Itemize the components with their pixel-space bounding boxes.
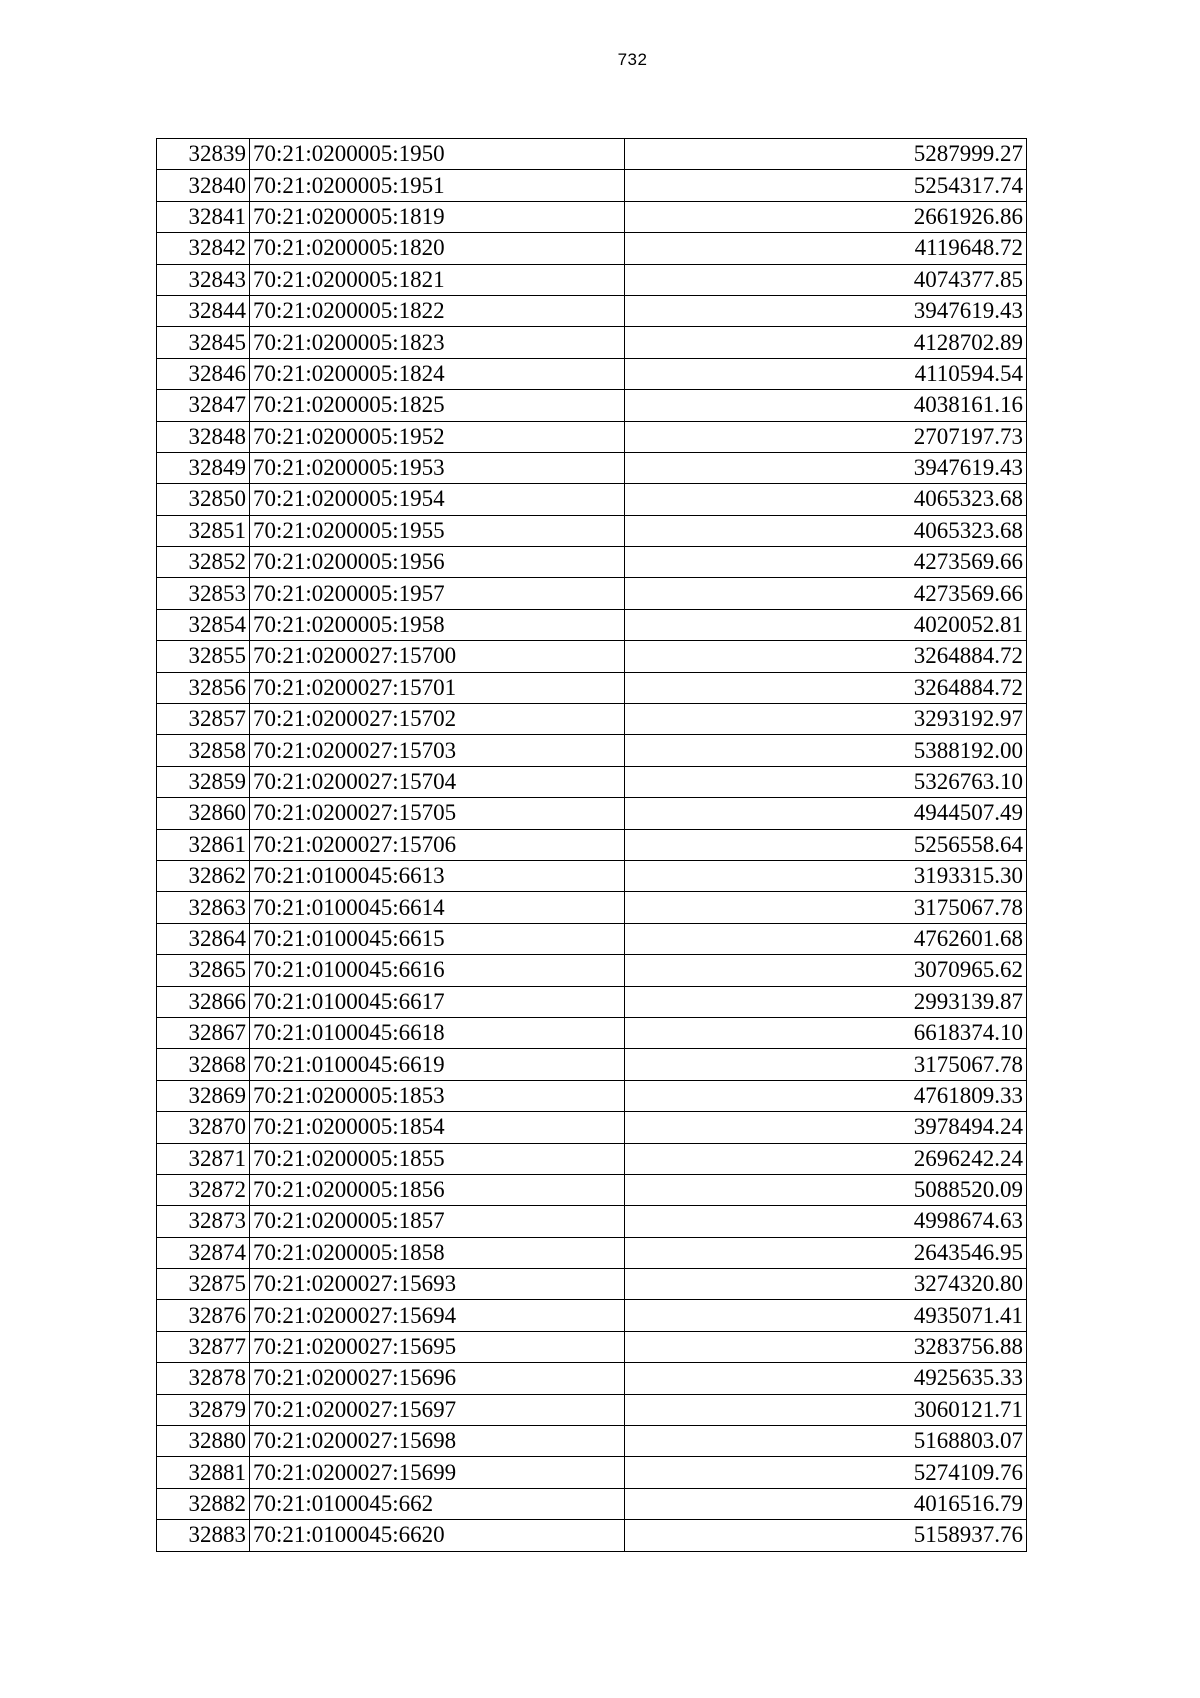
table-row <box>157 578 1027 609</box>
cadastral-value-cell: 4273569.66 <box>625 578 1027 609</box>
row-number-cell: 32880 <box>157 1426 250 1457</box>
cadastral-number-cell: 70:21:0200027:15702 <box>250 704 625 735</box>
row-number-cell: 32858 <box>157 735 250 766</box>
cadastral-value-cell: 4925635.33 <box>625 1363 1027 1394</box>
cadastral-value-cell: 5256558.64 <box>625 829 1027 860</box>
row-number-cell: 32861 <box>157 829 250 860</box>
cadastral-value-cell: 2707197.73 <box>625 421 1027 452</box>
row-number-cell: 32844 <box>157 295 250 326</box>
cadastral-value-cell: 2643546.95 <box>625 1237 1027 1268</box>
row-number-cell: 32865 <box>157 955 250 986</box>
cadastral-value-cell: 5254317.74 <box>625 170 1027 201</box>
cadastral-number-cell: 70:21:0200005:1856 <box>250 1174 625 1205</box>
table-row <box>157 484 1027 515</box>
cadastral-number-cell: 70:21:0100045:6616 <box>250 955 625 986</box>
table-row <box>157 264 1027 295</box>
row-number-cell: 32876 <box>157 1300 250 1331</box>
cadastral-number-cell: 70:21:0200027:15703 <box>250 735 625 766</box>
table-row <box>157 170 1027 201</box>
cadastral-value-cell: 4016516.79 <box>625 1488 1027 1519</box>
cadastral-number-cell: 70:21:0200027:15706 <box>250 829 625 860</box>
table-row <box>157 735 1027 766</box>
cadastral-value-cell: 5168803.07 <box>625 1426 1027 1457</box>
cadastral-number-cell: 70:21:0200005:1955 <box>250 515 625 546</box>
cadastral-number-cell: 70:21:0200027:15693 <box>250 1269 625 1300</box>
cadastral-value-cell: 3175067.78 <box>625 1049 1027 1080</box>
cadastral-value-cell: 6618374.10 <box>625 1017 1027 1048</box>
cadastral-value-cell: 4020052.81 <box>625 609 1027 640</box>
row-number-cell: 32870 <box>157 1112 250 1143</box>
cadastral-number-cell: 70:21:0200005:1853 <box>250 1080 625 1111</box>
table-row <box>157 1426 1027 1457</box>
cadastral-value-cell: 4944507.49 <box>625 798 1027 829</box>
row-number-cell: 32842 <box>157 233 250 264</box>
cadastral-value-cell: 3060121.71 <box>625 1394 1027 1425</box>
row-number-cell: 32850 <box>157 484 250 515</box>
table-row <box>157 295 1027 326</box>
row-number-cell: 32845 <box>157 327 250 358</box>
cadastral-value-cell: 4119648.72 <box>625 233 1027 264</box>
cadastral-number-cell: 70:21:0200027:15699 <box>250 1457 625 1488</box>
row-number-cell: 32863 <box>157 892 250 923</box>
row-number-cell: 32849 <box>157 452 250 483</box>
table-row <box>157 672 1027 703</box>
cadastral-value-cell: 3264884.72 <box>625 672 1027 703</box>
cadastral-number-cell: 70:21:0200005:1954 <box>250 484 625 515</box>
cadastral-value-cell: 3274320.80 <box>625 1269 1027 1300</box>
table-row <box>157 1269 1027 1300</box>
cadastral-number-cell: 70:21:0100045:6618 <box>250 1017 625 1048</box>
table-row <box>157 452 1027 483</box>
cadastral-value-cell: 4273569.66 <box>625 547 1027 578</box>
cadastral-number-cell: 70:21:0200005:1951 <box>250 170 625 201</box>
row-number-cell: 32874 <box>157 1237 250 1268</box>
table-row <box>157 1457 1027 1488</box>
cadastral-value-cell: 2696242.24 <box>625 1143 1027 1174</box>
row-number-cell: 32855 <box>157 641 250 672</box>
row-number-cell: 32867 <box>157 1017 250 1048</box>
table-row <box>157 955 1027 986</box>
cadastral-number-cell: 70:21:0200005:1820 <box>250 233 625 264</box>
table-row <box>157 547 1027 578</box>
cadastral-value-cell: 4128702.89 <box>625 327 1027 358</box>
row-number-cell: 32843 <box>157 264 250 295</box>
cadastral-value-cell: 2661926.86 <box>625 201 1027 232</box>
table-row <box>157 1488 1027 1519</box>
cadastral-number-cell: 70:21:0100045:6615 <box>250 923 625 954</box>
cadastral-number-cell: 70:21:0200005:1957 <box>250 578 625 609</box>
cadastral-number-cell: 70:21:0200027:15695 <box>250 1331 625 1362</box>
cadastral-value-cell: 3947619.43 <box>625 295 1027 326</box>
table-row <box>157 1017 1027 1048</box>
row-number-cell: 32864 <box>157 923 250 954</box>
cadastral-value-cell: 4065323.68 <box>625 515 1027 546</box>
cadastral-number-cell: 70:21:0200005:1819 <box>250 201 625 232</box>
table-row <box>157 390 1027 421</box>
cadastral-number-cell: 70:21:0100045:6619 <box>250 1049 625 1080</box>
row-number-cell: 32866 <box>157 986 250 1017</box>
row-number-cell: 32862 <box>157 860 250 891</box>
row-number-cell: 32857 <box>157 704 250 735</box>
cadastral-value-cell: 2993139.87 <box>625 986 1027 1017</box>
cadastral-value-cell: 4762601.68 <box>625 923 1027 954</box>
table-row <box>157 1080 1027 1111</box>
row-number-cell: 32853 <box>157 578 250 609</box>
cadastral-value-cell: 4761809.33 <box>625 1080 1027 1111</box>
cadastral-number-cell: 70:21:0200005:1854 <box>250 1112 625 1143</box>
table-row <box>157 798 1027 829</box>
table-row <box>157 1237 1027 1268</box>
table-row <box>157 1520 1027 1551</box>
cadastral-value-cell: 3070965.62 <box>625 955 1027 986</box>
row-number-cell: 32878 <box>157 1363 250 1394</box>
table-row <box>157 421 1027 452</box>
cadastral-value-cell: 3193315.30 <box>625 860 1027 891</box>
table-row <box>157 1112 1027 1143</box>
row-number-cell: 32848 <box>157 421 250 452</box>
cadastral-number-cell: 70:21:0200027:15698 <box>250 1426 625 1457</box>
table-row <box>157 923 1027 954</box>
cadastral-number-cell: 70:21:0200005:1855 <box>250 1143 625 1174</box>
row-number-cell: 32883 <box>157 1520 250 1551</box>
cadastral-value-cell: 4110594.54 <box>625 358 1027 389</box>
cadastral-number-cell: 70:21:0200005:1823 <box>250 327 625 358</box>
table-row <box>157 1049 1027 1080</box>
row-number-cell: 32851 <box>157 515 250 546</box>
cadastral-number-cell: 70:21:0100045:6613 <box>250 860 625 891</box>
table-row <box>157 641 1027 672</box>
cadastral-value-cell: 4074377.85 <box>625 264 1027 295</box>
cadastral-number-cell: 70:21:0200027:15696 <box>250 1363 625 1394</box>
cadastral-number-cell: 70:21:0200005:1857 <box>250 1206 625 1237</box>
table-row <box>157 609 1027 640</box>
table-row <box>157 1394 1027 1425</box>
cadastral-number-cell: 70:21:0200005:1858 <box>250 1237 625 1268</box>
row-number-cell: 32875 <box>157 1269 250 1300</box>
table-row <box>157 1300 1027 1331</box>
cadastral-value-cell: 5158937.76 <box>625 1520 1027 1551</box>
cadastral-value-cell: 4935071.41 <box>625 1300 1027 1331</box>
row-number-cell: 32877 <box>157 1331 250 1362</box>
table-row <box>157 1206 1027 1237</box>
row-number-cell: 32872 <box>157 1174 250 1205</box>
cadastral-number-cell: 70:21:0200027:15700 <box>250 641 625 672</box>
row-number-cell: 32860 <box>157 798 250 829</box>
cadastral-number-cell: 70:21:0100045:6617 <box>250 986 625 1017</box>
cadastral-number-cell: 70:21:0200005:1952 <box>250 421 625 452</box>
table-row <box>157 1363 1027 1394</box>
cadastral-value-cell: 5287999.27 <box>625 139 1027 170</box>
table-row <box>157 358 1027 389</box>
cadastral-number-cell: 70:21:0200027:15705 <box>250 798 625 829</box>
table-row <box>157 1331 1027 1362</box>
row-number-cell: 32846 <box>157 358 250 389</box>
cadastral-value-cell: 3293192.97 <box>625 704 1027 735</box>
cadastral-value-cell: 5088520.09 <box>625 1174 1027 1205</box>
table-row <box>157 1174 1027 1205</box>
row-number-cell: 32840 <box>157 170 250 201</box>
row-number-cell: 32852 <box>157 547 250 578</box>
cadastral-number-cell: 70:21:0200005:1950 <box>250 139 625 170</box>
table-row <box>157 327 1027 358</box>
row-number-cell: 32856 <box>157 672 250 703</box>
cadastral-value-cell: 3264884.72 <box>625 641 1027 672</box>
cadastral-value-cell: 3978494.24 <box>625 1112 1027 1143</box>
cadastral-number-cell: 70:21:0200005:1953 <box>250 452 625 483</box>
cadastral-number-cell: 70:21:0200027:15697 <box>250 1394 625 1425</box>
cadastral-value-cell: 5274109.76 <box>625 1457 1027 1488</box>
cadastral-value-table <box>156 138 1027 1552</box>
cadastral-number-cell: 70:21:0200005:1824 <box>250 358 625 389</box>
cadastral-number-cell: 70:21:0200005:1822 <box>250 295 625 326</box>
row-number-cell: 32868 <box>157 1049 250 1080</box>
row-number-cell: 32873 <box>157 1206 250 1237</box>
cadastral-value-cell: 5326763.10 <box>625 766 1027 797</box>
page-number: 732 <box>617 50 648 69</box>
cadastral-value-cell: 3947619.43 <box>625 452 1027 483</box>
table-row <box>157 1143 1027 1174</box>
table-body <box>157 139 1027 1552</box>
row-number-cell: 32879 <box>157 1394 250 1425</box>
row-number-cell: 32841 <box>157 201 250 232</box>
row-number-cell: 32854 <box>157 609 250 640</box>
cadastral-number-cell: 70:21:0100045:6614 <box>250 892 625 923</box>
cadastral-number-cell: 70:21:0200005:1825 <box>250 390 625 421</box>
row-number-cell: 32859 <box>157 766 250 797</box>
table-row <box>157 201 1027 232</box>
table-row <box>157 704 1027 735</box>
table-row <box>157 515 1027 546</box>
row-number-cell: 32882 <box>157 1488 250 1519</box>
table-row <box>157 860 1027 891</box>
table-row <box>157 829 1027 860</box>
cadastral-number-cell: 70:21:0200027:15704 <box>250 766 625 797</box>
table-row <box>157 986 1027 1017</box>
cadastral-value-cell: 3175067.78 <box>625 892 1027 923</box>
cadastral-number-cell: 70:21:0200005:1821 <box>250 264 625 295</box>
cadastral-number-cell: 70:21:0200005:1956 <box>250 547 625 578</box>
cadastral-number-cell: 70:21:0200005:1958 <box>250 609 625 640</box>
row-number-cell: 32869 <box>157 1080 250 1111</box>
row-number-cell: 32871 <box>157 1143 250 1174</box>
table-row <box>157 766 1027 797</box>
cadastral-value-cell: 4038161.16 <box>625 390 1027 421</box>
row-number-cell: 32847 <box>157 390 250 421</box>
row-number-cell: 32881 <box>157 1457 250 1488</box>
cadastral-number-cell: 70:21:0200027:15701 <box>250 672 625 703</box>
table-row <box>157 233 1027 264</box>
table-row <box>157 892 1027 923</box>
table-row <box>157 139 1027 170</box>
cadastral-value-cell: 5388192.00 <box>625 735 1027 766</box>
row-number-cell: 32839 <box>157 139 250 170</box>
cadastral-number-cell: 70:21:0100045:6620 <box>250 1520 625 1551</box>
cadastral-number-cell: 70:21:0100045:662 <box>250 1488 625 1519</box>
cadastral-value-cell: 4065323.68 <box>625 484 1027 515</box>
cadastral-value-cell: 4998674.63 <box>625 1206 1027 1237</box>
cadastral-number-cell: 70:21:0200027:15694 <box>250 1300 625 1331</box>
cadastral-value-cell: 3283756.88 <box>625 1331 1027 1362</box>
